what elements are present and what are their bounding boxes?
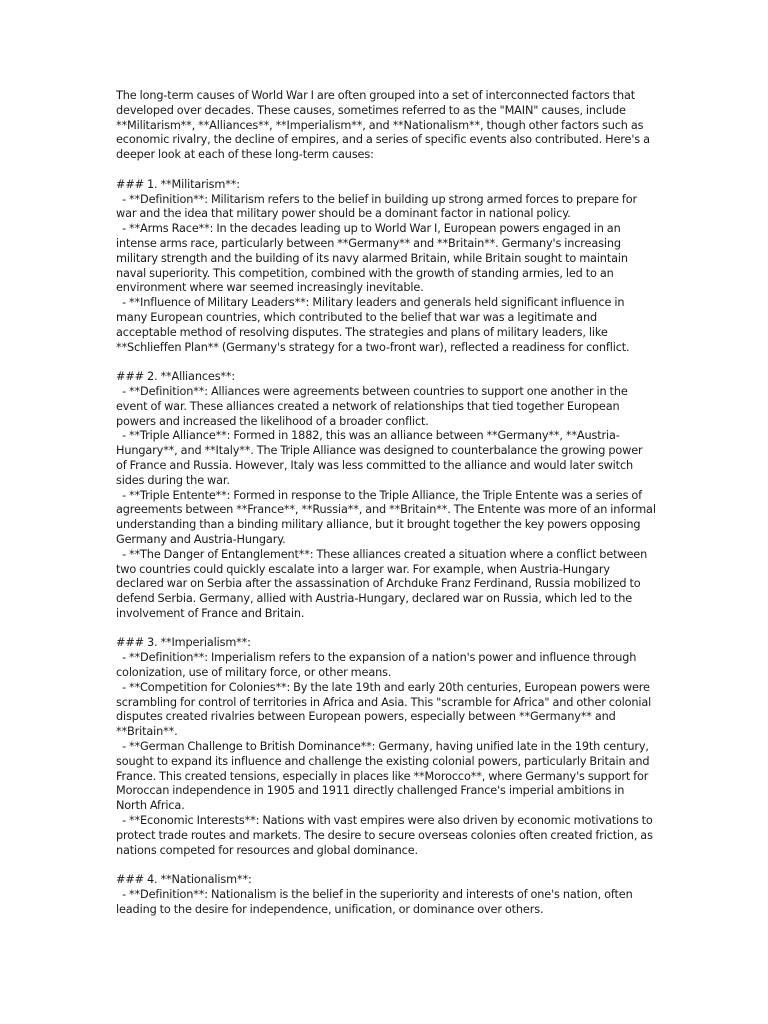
spacer [116,163,656,178]
list-item: - **Definition**: Nationalism is the belief in the superiority and interests of one's nation, often leading to the desire for independence, unification, or dominance over others. [116,888,633,916]
list-item: - **Triple Entente**: Formed in response to the Triple Alliance, the Triple Entente was a series of agreements between **France**, **Russia**, and **Britain**. The Entente was more of an informal understanding than a binding military alliance, but it brought together the key powers opposing Germany and Austria-Hungary. [116,488,656,546]
section-heading-imperialism: ### 3. **Imperialism**: [116,636,251,650]
list-item: - **Triple Alliance**: Formed in 1882, this was an alliance between **Germany**, **Austria-Hungary**, and **Italy**. The Triple Alliance was designed to counterbalance the growing power of France and Russia. However, Italy was less committed to the alliance and would later switch sides during the war. [116,429,643,487]
list-item: - **Definition**: Militarism refers to the belief in building up strong armed forces to prepare for war and the idea that military power should be a dominant factor in national policy. [116,192,637,221]
section-heading-nationalism: ### 4. **Nationalism**: [116,873,252,887]
section-heading-alliances: ### 2. **Alliances**: [116,370,236,384]
list-item: - **Competition for Colonies**: By the late 19th and early 20th centuries, European powers were scrambling for control of territories in Africa and Asia. This "scramble for Africa" and other colonial disputes created rivalries between European powers, especially between **Germany** and **Britain**. [116,680,652,739]
list-item: - **Economic Interests**: Nations with vast empires were also driven by economic motivations to protect trade routes and markets. The desire to secure overseas colonies often created friction, as nations competed for resources and global dominance. [116,814,653,857]
spacer [116,355,656,370]
spacer [116,622,656,637]
intro-paragraph: The long-term causes of World War I are often grouped into a set of interconnected factors that developed over decades. These causes, sometimes referred to as the "MAIN" causes, include **Militarism**, **Alliances**, **Imperialism**, and **Nationalism**, though other factors such as economic rivalry, the decline of empires, and a series of specific events also contributed. Here's a deeper look at each of these long-term causes: [116,89,650,162]
list-item: - **Definition**: Imperialism refers to the expansion of a nation's power and influence through colonization, use of military force, or other means. [116,651,637,680]
document-page [116,89,656,918]
list-item: - **Arms Race**: In the decades leading up to World War I, European powers engaged in an intense arms race, particularly between **Germany** and **Britain**. Germany's increasing military strength and the building of its navy alarmed Britain, while Britain sought to maintain naval superiority. This competition, combined with the growth of standing armies, led to an environment where war seemed increasingly inevitable. [116,222,628,295]
list-item: - **German Challenge to British Dominance**: Germany, having unified late in the 19th century, sought to expand its influence and challenge the existing colonial powers, particularly Britain and France. This created tensions, especially in places like **Morocco**, where Germany's support for Moroccan independence in 1905 and 1911 directly challenged France's imperial ambitions in North Africa. [116,740,650,813]
list-item: - **Definition**: Alliances were agreements between countries to support one another in the event of war. These alliances created a network of relationships that tied together European powers and increased the likelihood of a broader conflict. [116,384,628,428]
section-heading-militarism: ### 1. **Militarism**: [116,177,240,191]
list-item: - **Influence of Military Leaders**: Military leaders and generals held significant influence in many European countries, which contributed to the belief that war was a legitimate and acceptable method of resolving disputes. The strategies and plans of military leaders, like **Schlieffen Plan** (Germany's strategy for a two-front war), reflected a readiness for conflict. [116,296,630,354]
spacer [116,858,656,873]
list-item: - **The Danger of Entanglement**: These alliances created a situation where a conflict between two countries could quickly escalate into a larger war. For example, when Austria-Hungary declared war on Serbia after the assassination of Archduke Franz Ferdinand, Russia mobilized to defend Serbia. Germany, allied with Austria-Hungary, declared war on Russia, which led to the involvement of France and Britain. [116,547,648,620]
